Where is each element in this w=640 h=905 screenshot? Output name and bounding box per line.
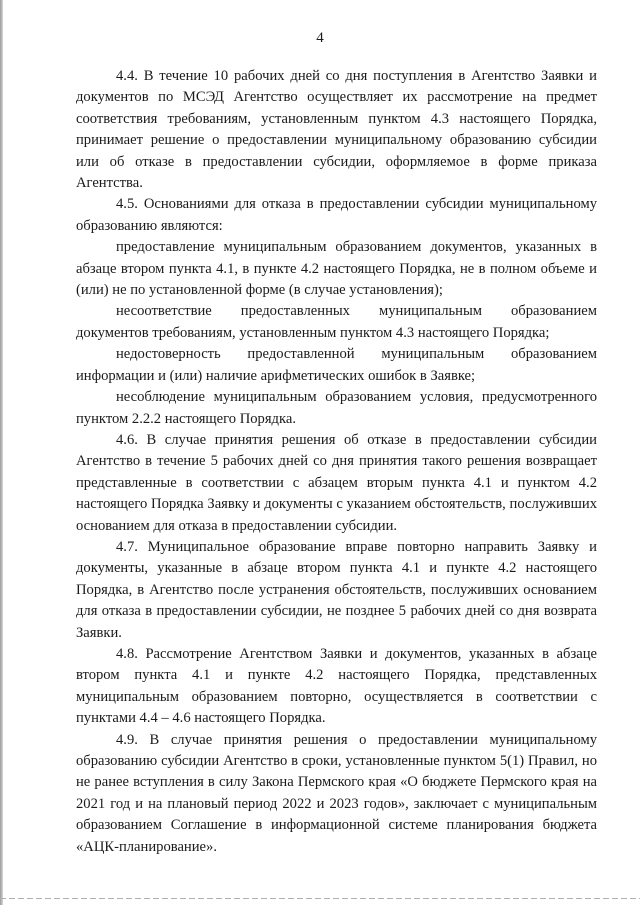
document-body — [76, 66, 597, 858]
paragraph-4-5: 4.5. Основаниями для отказа в предоставлении субсидии муниципальному образованию являются: — [76, 196, 597, 234]
paragraph-4-5-item-3: недостоверность предоставленной муниципальным образованием информации и (или) наличие арифметических ошибок в Заявке; — [76, 346, 597, 384]
paragraph-4-5-item-2: несоответствие предоставленных муниципальным образованием документов требованиям, установленным пунктом 4.3 настоящего Порядка; — [76, 303, 597, 341]
page-number: 4 — [316, 30, 324, 46]
paragraph-4-4: 4.4. В течение 10 рабочих дней со дня поступления в Агентство Заявки и документов по МСЭД Агентство осуществляет их рассмотрение на предмет соответствия требованиям, установленным пунктом 4.3 настоящего Порядка, принимает решение о предоставлении муниципальному образованию субсидии или об отказе в предоставлении субсидии, оформляемое в форме приказа Агентства. — [76, 68, 597, 192]
paragraph-4-7: 4.7. Муниципальное образование вправе повторно направить Заявку и документы, указанные в абзаце втором пункта 4.1 и пункте 4.2 настоящего Порядка, в Агентство после устранения обстоятельств, послуживших основанием для отказа в предоставлении субсидии, не позднее 5 рабочих дней со дня возврата Заявки. — [76, 538, 597, 641]
paragraph-4-5-item-1: предоставление муниципальным образованием документов, указанных в абзаце втором пункта 4.1, в пункте 4.2 настоящего Порядка, не в полном объеме и (или) не по установленной форме (в случае установления); — [76, 239, 597, 299]
paragraph-4-8: 4.8. Рассмотрение Агентством Заявки и документов, указанных в абзаце втором пункта 4.1 и пункте 4.2 настоящего Порядка, представленных муниципальным образованием повторно, осуществляется в соответствии с пунктами 4.4 – 4.6 настоящего Порядка. — [76, 645, 597, 727]
paragraph-4-6: 4.6. В случае принятия решения об отказе в предоставлении субсидии Агентство в течение 5 рабочих дней со дня принятия такого решения возвращает представленные в соответствии с абзацем вторым пункта 4.1 и пунктом 4.2 настоящего Порядка Заявку и документы с указанием обстоятельств, послуживших основанием для отказа в предоставлении субсидии. — [76, 431, 597, 534]
page-bottom-edge — [0, 898, 640, 899]
paragraph-4-9: 4.9. В случае принятия решения о предоставлении муниципальному образованию субсидии Агентство в сроки, установленные пунктом 5(1) Правил, но не ранее вступления в силу Закона Пермского края «О бюджете Пермского края на 2021 год и на плановый период 2022 и 2023 годов», заключает с муниципальным образованием Соглашение в информационной системе планирования бюджета «АЦК-планирование». — [76, 731, 597, 855]
page-left-edge — [0, 0, 3, 905]
paragraph-4-5-item-4: несоблюдение муниципальным образованием условия, предусмотренного пунктом 2.2.2 настоящего Порядка. — [76, 389, 597, 427]
